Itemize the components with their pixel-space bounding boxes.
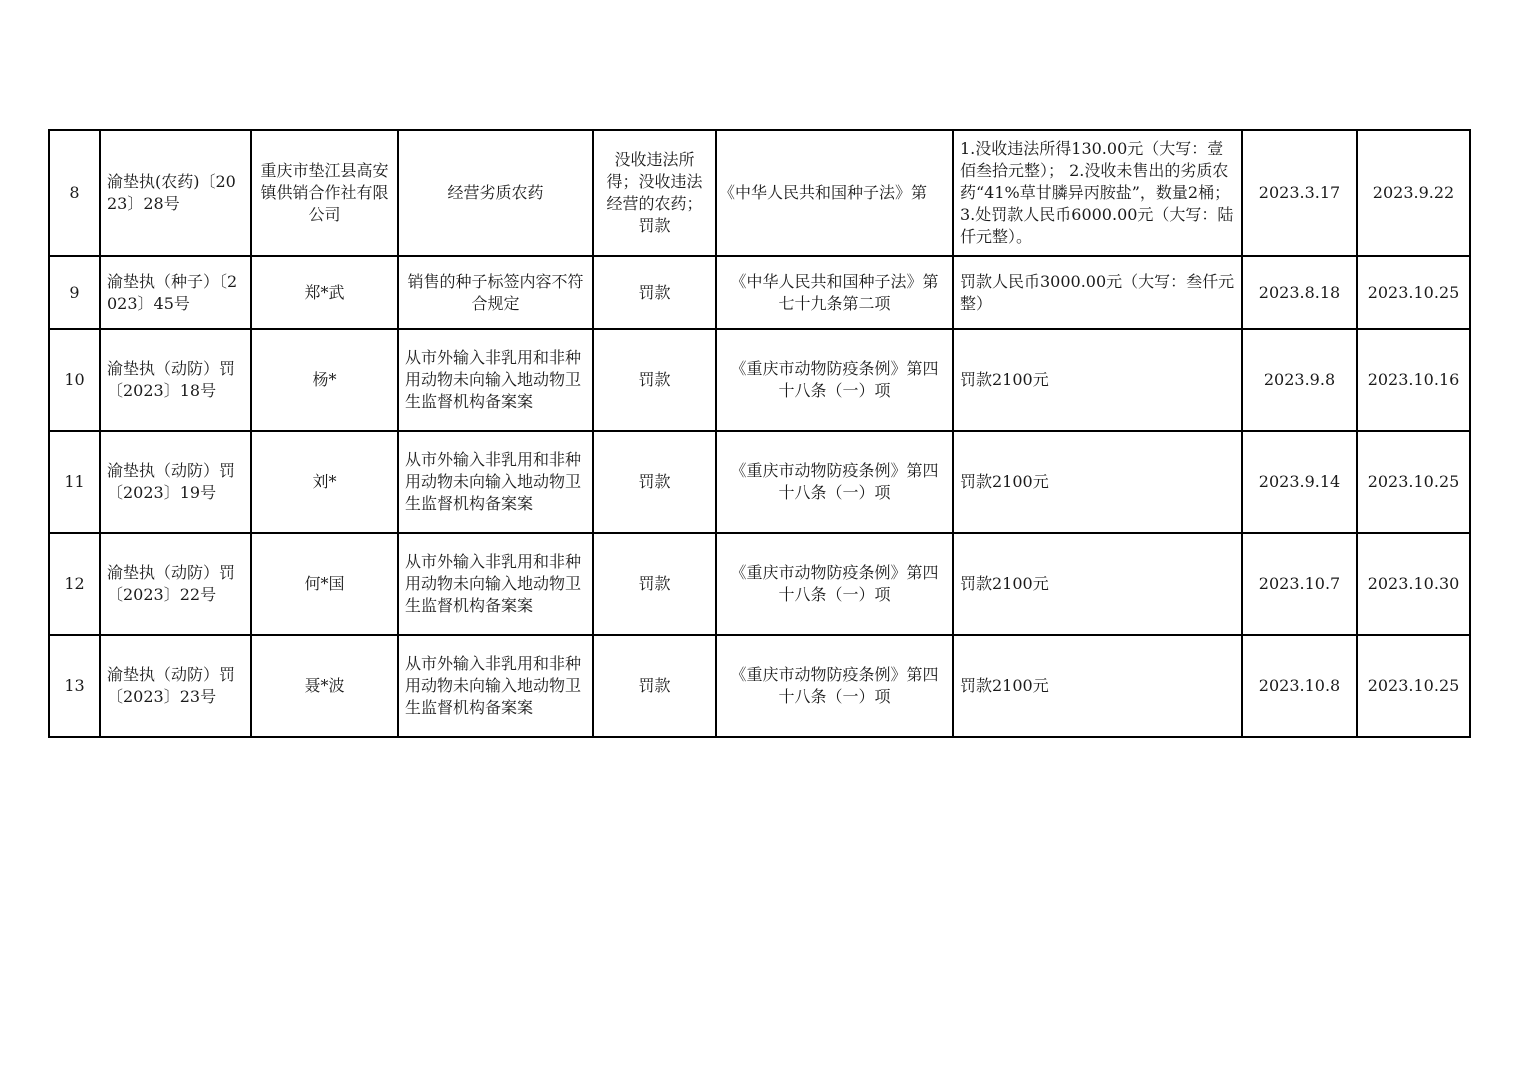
case-number: 渝垫执（动防）罚〔2023〕22号	[100, 533, 251, 635]
table-row	[49, 635, 1470, 737]
party-name: 重庆市垫江县高安镇供销合作社有限公司	[251, 130, 398, 256]
decision-date: 2023.10.8	[1242, 635, 1357, 737]
penalty-result: 1.没收违法所得130.00元（大写：壹佰叁拾元整）； 2.没收未售出的劣质农药“41%草甘膦异丙胺盐”，数量2桶； 3.处罚款人民币6000.00元（大写：陆仟元整）。	[953, 130, 1242, 256]
penalty-result: 罚款2100元	[953, 431, 1242, 533]
violation-facts: 从市外输入非乳用和非种用动物未向输入地动物卫生监督机构备案案	[398, 533, 593, 635]
violation-facts: 经营劣质农药	[398, 130, 593, 256]
penalty-result: 罚款人民币3000.00元（大写：叁仟元整）	[953, 256, 1242, 329]
penalty-type: 罚款	[593, 635, 716, 737]
legal-basis: 《重庆市动物防疫条例》第四十八条（一）项	[716, 431, 953, 533]
legal-basis: 《重庆市动物防疫条例》第四十八条（一）项	[716, 533, 953, 635]
penalty-type: 罚款	[593, 329, 716, 431]
publish-date: 2023.10.30	[1357, 533, 1470, 635]
decision-date: 2023.8.18	[1242, 256, 1357, 329]
row-number: 8	[49, 130, 100, 256]
row-number: 12	[49, 533, 100, 635]
penalty-result: 罚款2100元	[953, 635, 1242, 737]
legal-basis: 《中华人民共和国种子法》第七十九条第二项	[716, 256, 953, 329]
row-number: 13	[49, 635, 100, 737]
case-number: 渝垫执（动防）罚〔2023〕23号	[100, 635, 251, 737]
violation-facts: 从市外输入非乳用和非种用动物未向输入地动物卫生监督机构备案案	[398, 635, 593, 737]
penalty-records-sheet	[48, 129, 1469, 738]
penalty-type: 罚款	[593, 533, 716, 635]
table-row	[49, 130, 1470, 256]
table-row	[49, 256, 1470, 329]
violation-facts: 从市外输入非乳用和非种用动物未向输入地动物卫生监督机构备案案	[398, 431, 593, 533]
legal-basis: 《中华人民共和国种子法》第	[716, 130, 953, 256]
legal-basis: 《重庆市动物防疫条例》第四十八条（一）项	[716, 329, 953, 431]
violation-facts: 从市外输入非乳用和非种用动物未向输入地动物卫生监督机构备案案	[398, 329, 593, 431]
penalty-result: 罚款2100元	[953, 533, 1242, 635]
decision-date: 2023.9.8	[1242, 329, 1357, 431]
party-name: 杨*	[251, 329, 398, 431]
decision-date: 2023.3.17	[1242, 130, 1357, 256]
decision-date: 2023.10.7	[1242, 533, 1357, 635]
row-number: 10	[49, 329, 100, 431]
row-number: 11	[49, 431, 100, 533]
party-name: 聂*波	[251, 635, 398, 737]
penalty-type: 没收违法所得；没收违法经营的农药；罚款	[593, 130, 716, 256]
table-row	[49, 329, 1470, 431]
legal-basis: 《重庆市动物防疫条例》第四十八条（一）项	[716, 635, 953, 737]
case-number: 渝垫执（动防）罚〔2023〕18号	[100, 329, 251, 431]
row-number: 9	[49, 256, 100, 329]
violation-facts: 销售的种子标签内容不符合规定	[398, 256, 593, 329]
table-row	[49, 533, 1470, 635]
party-name: 郑*武	[251, 256, 398, 329]
party-name: 刘*	[251, 431, 398, 533]
publish-date: 2023.10.25	[1357, 256, 1470, 329]
penalty-type: 罚款	[593, 431, 716, 533]
decision-date: 2023.9.14	[1242, 431, 1357, 533]
penalty-records-table	[48, 129, 1471, 738]
publish-date: 2023.10.25	[1357, 431, 1470, 533]
table-row	[49, 431, 1470, 533]
publish-date: 2023.10.16	[1357, 329, 1470, 431]
publish-date: 2023.10.25	[1357, 635, 1470, 737]
case-number: 渝垫执（动防）罚〔2023〕19号	[100, 431, 251, 533]
party-name: 何*国	[251, 533, 398, 635]
penalty-result: 罚款2100元	[953, 329, 1242, 431]
case-number: 渝垫执(农药)〔2023〕28号	[100, 130, 251, 256]
penalty-type: 罚款	[593, 256, 716, 329]
publish-date: 2023.9.22	[1357, 130, 1470, 256]
case-number: 渝垫执（种子）〔2023〕45号	[100, 256, 251, 329]
